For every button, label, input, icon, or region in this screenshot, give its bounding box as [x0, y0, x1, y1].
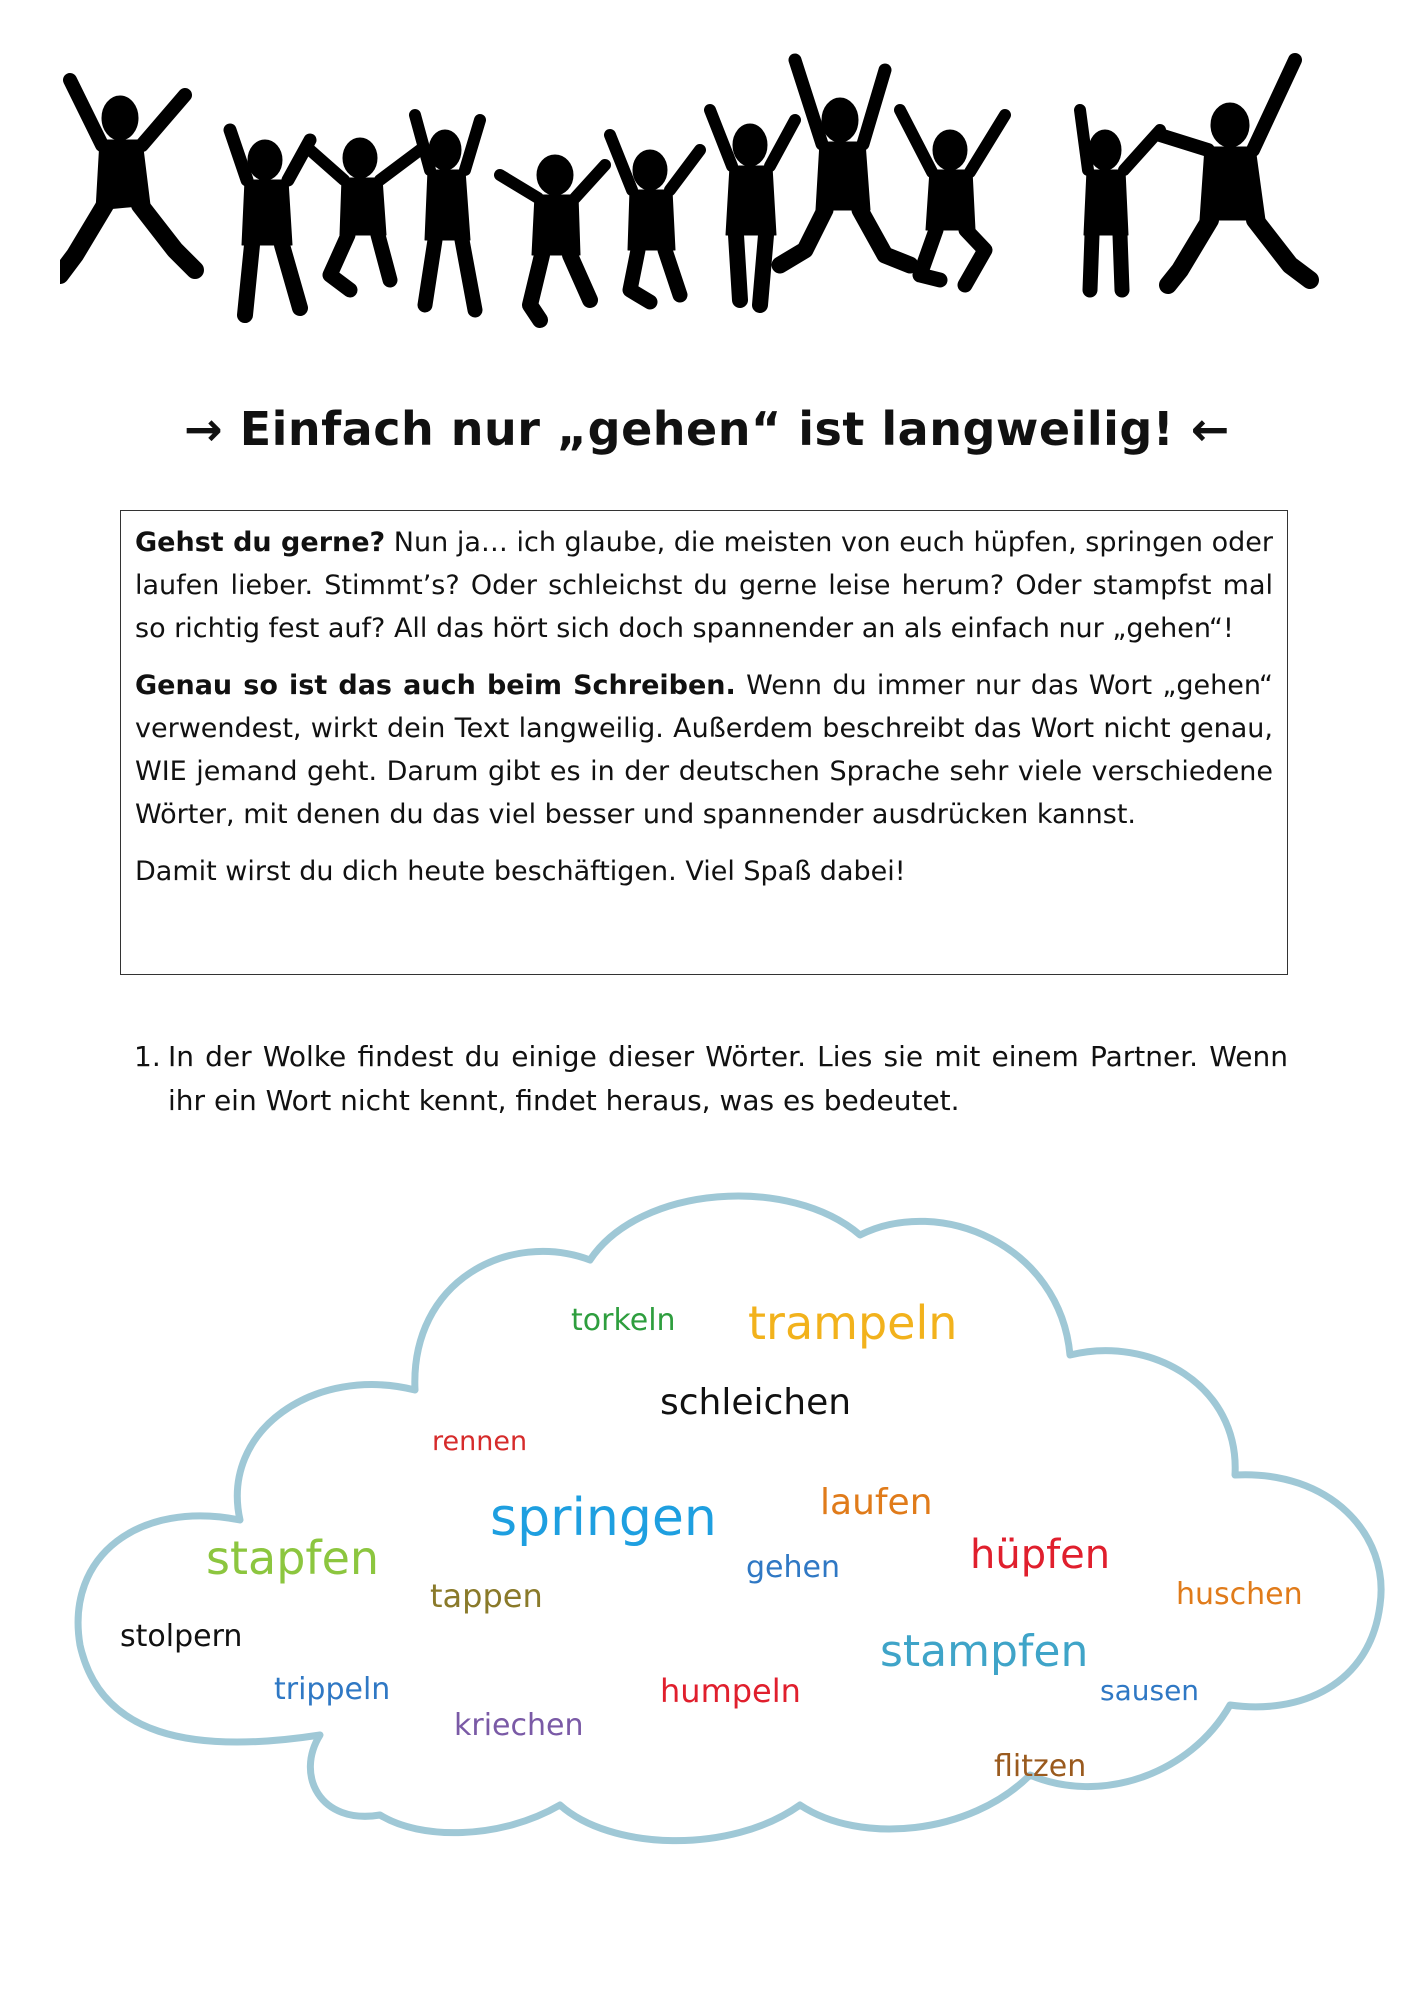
jumping-figure	[1080, 110, 1160, 290]
task-1	[134, 1035, 1288, 1123]
cloud-word-huepfen: hüpfen	[970, 1532, 1111, 1578]
jumping-people-silhouettes	[60, 40, 1360, 330]
jumping-figure	[500, 155, 605, 320]
cloud-word-sausen: sausen	[1100, 1674, 1200, 1707]
task-text: In der Wolke findest du einige dieser Wörter. Lies sie mit einem Partner. Wenn ihr ein Wort nicht kennt, findet heraus, was es bedeutet.	[168, 1040, 1288, 1117]
page-title: → Einfach nur „gehen“ ist langweilig! ←	[184, 402, 1230, 456]
cloud-word-torkeln: torkeln	[571, 1303, 676, 1338]
cloud-word-schleichen: schleichen	[660, 1382, 852, 1423]
cloud-word-humpeln: humpeln	[660, 1672, 801, 1710]
jumping-figure	[60, 80, 195, 275]
jumping-figure	[415, 115, 480, 310]
intro-paragraph-1	[135, 521, 1273, 650]
jumping-figure	[710, 110, 795, 305]
cloud-word-huschen: huschen	[1176, 1577, 1303, 1612]
cloud-word-rennen: rennen	[432, 1426, 528, 1457]
cloud-word-kriechen: kriechen	[454, 1708, 584, 1743]
intro-statement: Genau so ist das auch beim Schreiben.	[135, 670, 736, 701]
intro-text-box	[120, 510, 1288, 975]
cloud-word-gehen: gehen	[746, 1550, 840, 1585]
intro-question: Gehst du gerne?	[135, 527, 386, 558]
cloud-word-laufen: laufen	[820, 1482, 933, 1523]
jumping-figure	[780, 60, 910, 265]
cloud-word-tappen: tappen	[430, 1577, 543, 1615]
jumping-figure	[1160, 60, 1310, 285]
jumping-figure	[230, 130, 310, 315]
cloud-word-springen: springen	[490, 1488, 717, 1548]
word-cloud	[70, 1175, 1400, 1865]
intro-paragraph-2	[135, 664, 1273, 836]
intro-paragraph-1-text: Nun ja… ich glaube, die meisten von euch hüpfen, springen oder laufen lieber. Stimmt’s? Oder schleichst du gerne leise herum? Oder stampfst mal so richtig fest auf? All das hört sich doch spannender an als einfach nur „gehen“!	[135, 527, 1273, 644]
cloud-word-trippeln: trippeln	[274, 1672, 391, 1707]
jumping-figure	[310, 138, 420, 290]
intro-paragraph-3: Damit wirst du dich heute beschäftigen. Viel Spaß dabei!	[135, 856, 906, 887]
cloud-outline	[78, 1196, 1381, 1841]
cloud-word-stolpern: stolpern	[120, 1619, 243, 1654]
cloud-word-trampeln: trampeln	[748, 1296, 958, 1350]
task-number: 1.	[134, 1040, 161, 1073]
cloud-word-flitzen: flitzen	[994, 1749, 1087, 1784]
jumping-figure	[610, 135, 700, 302]
intro-paragraph-2-text: Wenn du immer nur das Wort „gehen“ verwendest, wirkt dein Text langweilig. Außerdem beschreibt das Wort nicht genau, WIE jemand geht. Darum gibt es in der deutschen Sprache sehr viele verschiedene Wörter, mit denen du das viel besser und spannender ausdrücken kannst.	[135, 670, 1274, 830]
cloud-word-stapfen: stapfen	[206, 1531, 380, 1585]
cloud-word-stampfen: stampfen	[880, 1626, 1089, 1677]
